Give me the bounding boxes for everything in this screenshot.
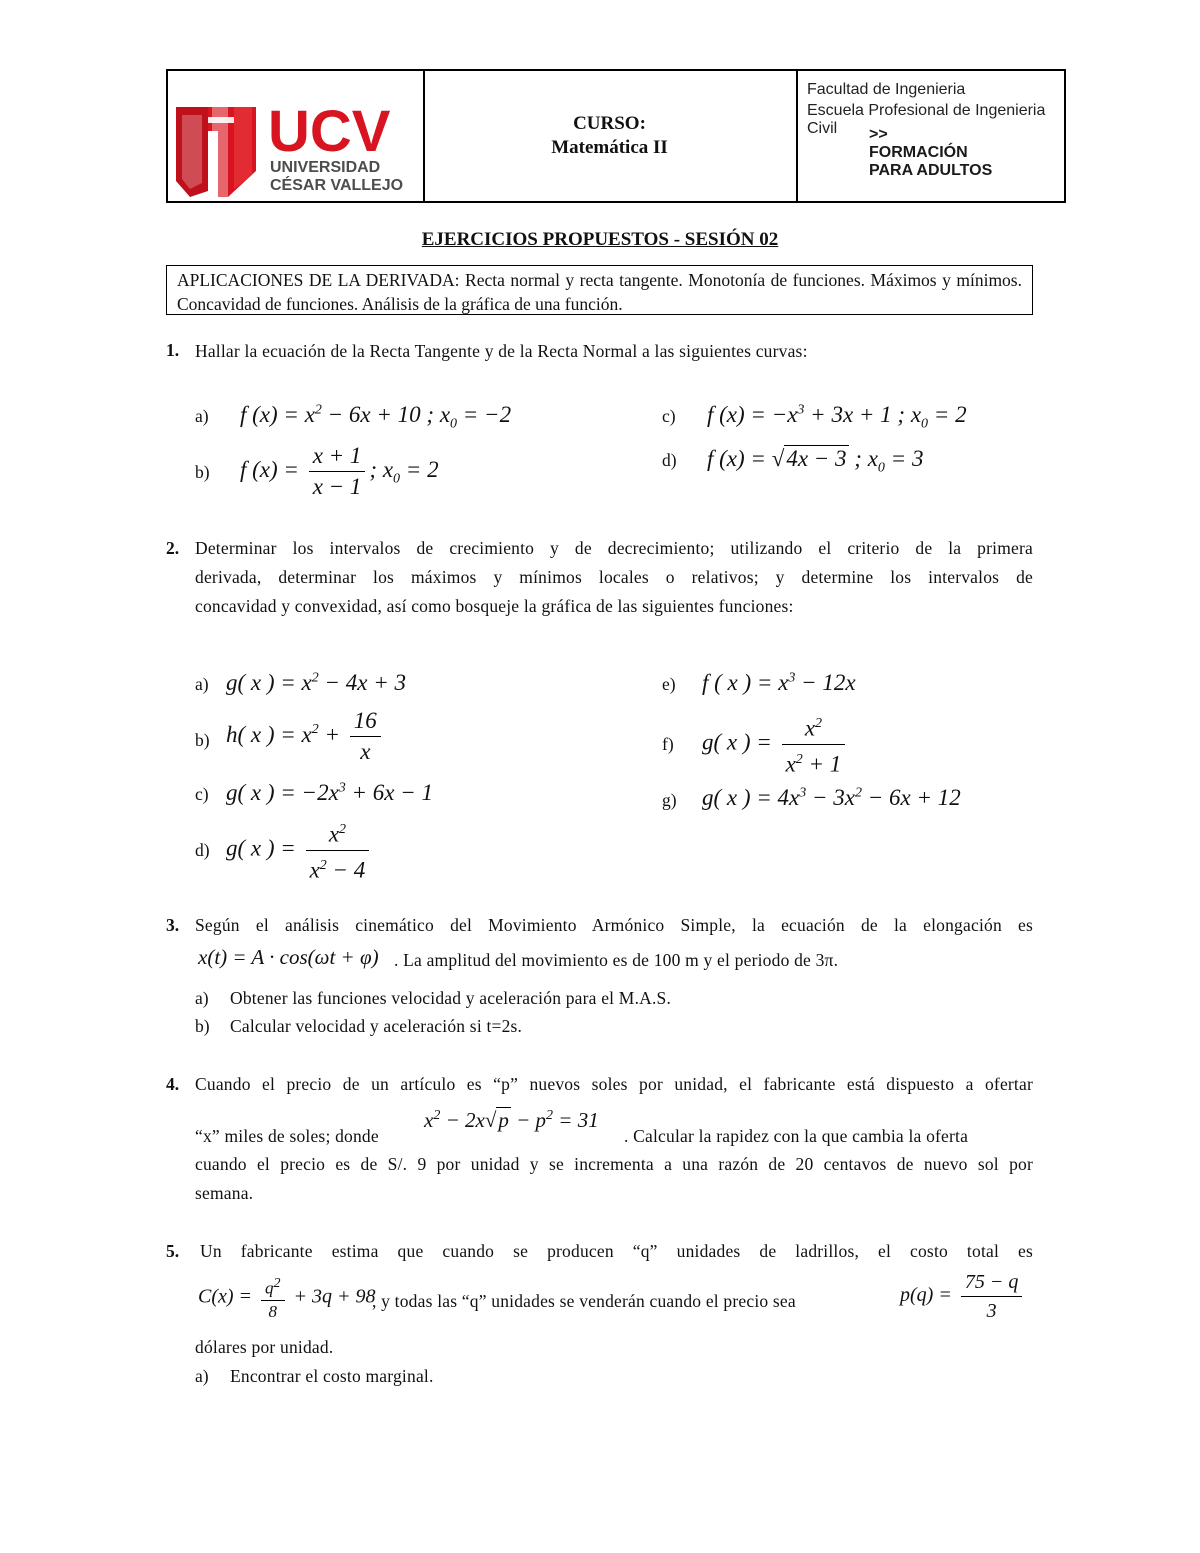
q2-line1: Determinar los intervalos de crecimiento y de decrecimiento; utilizando el criterio de la primera (195, 538, 1033, 558)
q2-number: 2. (166, 538, 180, 558)
q2-e-formula: f ( x ) = $x^3 - 12x$ (702, 670, 856, 695)
q2-a-label: a) (195, 674, 209, 694)
q2-a-formula: g( x ) = $x^2 - 4x + 3$ (226, 670, 407, 695)
program-line2: PARA ADULTOS (869, 162, 993, 179)
arrows-icon: >> (869, 126, 888, 143)
q5-a-label: a) (195, 1366, 209, 1386)
q2-c-label: c) (195, 784, 209, 804)
q1-d-label: d) (662, 450, 677, 470)
q5-a-text: Encontrar el costo marginal. (230, 1366, 434, 1386)
ucv-brand: UCV (268, 99, 391, 164)
ucv-emblem (176, 107, 256, 197)
q3-formula: x(t) = A · cos(ωt + φ) (198, 945, 379, 969)
q4-line1: Cuando el precio de un artículo es “p” nuevos soles por unidad, el fabricante está dispuesto a ofertar (195, 1074, 1033, 1094)
school-name: Escuela Profesional de Ingenieria Civil (807, 102, 1046, 137)
q4-line4: semana. (195, 1183, 254, 1203)
q5-number: 5. (166, 1241, 180, 1261)
q2-e-label: e) (662, 674, 676, 694)
logo-cell (168, 71, 425, 201)
q3-number: 3. (166, 915, 180, 935)
program-line1: FORMACIÓN (869, 144, 968, 161)
q3-line1: Según el análisis cinemático del Movimiento Armónico Simple, la ecuación de la elongación es (195, 915, 1033, 935)
ucv-line1: UNIVERSIDAD (270, 159, 381, 176)
q3-b-text: Calcular velocidad y aceleración si t=2s. (230, 1016, 523, 1036)
course-name: Matemática II (551, 137, 668, 158)
q5-cost-formula: C(x) = $\frac{q^2}{8}$ + 3q + 98 (198, 1276, 376, 1321)
q5-line2: , y todas las “q” unidades se venderán cuando el precio sea (372, 1291, 796, 1311)
topic-box: APLICACIONES DE LA DERIVADA: Recta normal y recta tangente. Monotonía de funciones. Máximos y mínimos. Concavidad de funciones. Análisis de la gráfica de una función. (166, 265, 1033, 315)
q4-number: 4. (166, 1074, 180, 1094)
q5-line3: dólares por unidad. (195, 1337, 334, 1357)
q2-g-label: g) (662, 790, 677, 810)
q3-b-label: b) (195, 1016, 210, 1036)
q4-line3: cuando el precio es de S/. 9 por unidad y se incrementa a una razón de 20 centavos de nuevo sol por (195, 1154, 1033, 1174)
q1-c-formula: f $(x) = -x^3 + 3x + 1$ ; $x_0 = 2$ (707, 402, 967, 432)
q4-formula: $x^2 - 2x√p - p^2 = 31$ (424, 1108, 599, 1132)
q2-b-label: b) (195, 730, 210, 750)
ucv-logo (168, 71, 418, 201)
q3-a-text: Obtener las funciones velocidad y aceleración para el M.A.S. (230, 988, 672, 1008)
q2-c-formula: g( x ) = $-2x^3 + 6x - 1$ (226, 780, 434, 805)
q3-line2: . La amplitud del movimiento es de 100 m y el periodo de 3π. (394, 950, 839, 970)
q1-c-label: c) (662, 406, 676, 426)
q2-b-formula: h( x ) = $x^2$ + $\frac{16}{x}$ (226, 706, 385, 767)
faculty-cell (796, 71, 1064, 201)
q1-b-formula: f (x) = $\frac{x + 1}{x - 1}$ ; $x_0 = 2$ (240, 441, 439, 502)
q2-f-label: f) (662, 734, 674, 754)
q1-text: Hallar la ecuación de la Recta Tangente y de la Recta Normal a las siguientes curvas: (195, 341, 808, 361)
q3-a-label: a) (195, 988, 209, 1008)
q1-number: 1. (166, 340, 180, 360)
faculty-name: Facultad de Ingenieria (807, 81, 966, 98)
q4-line2a: “x” miles de soles; donde (195, 1126, 379, 1146)
q2-line3: concavidad y convexidad, así como bosqueje la gráfica de las siguientes funciones: (195, 596, 794, 616)
course-label: CURSO: (573, 113, 646, 134)
q2-line2: derivada, determinar los máximos y mínimos locales o relativos; y determine los intervalos de (195, 567, 1033, 587)
q2-d-label: d) (195, 840, 210, 860)
q1-a-formula: f $(x) = x^2 - 6x + 10$ ; $x_0 = -2$ (240, 402, 512, 432)
course-cell (423, 71, 798, 201)
q1-d-formula: f (x) = √4x − 3 ; $x_0 = 3$ (707, 446, 924, 476)
q2-d-formula: g( x ) = $\frac{x^2}{x^2 - 4}$ (226, 815, 373, 885)
q4-line2b: . Calcular la rapidez con la que cambia la oferta (624, 1126, 969, 1146)
q1-a-label: a) (195, 406, 209, 426)
q5-price-formula: p(q) = $\frac{75 - q}{3}$ (900, 1268, 1026, 1325)
q5-line1: Un fabricante estima que cuando se producen “q” unidades de ladrillos, el costo total es (200, 1241, 1033, 1261)
q2-g-formula: g( x ) = $4x^3 - 3x^2 - 6x + 12$ (702, 785, 961, 810)
page-title: EJERCICIOS PROPUESTOS - SESIÓN 02 (421, 229, 779, 250)
ucv-line2: CÉSAR VALLEJO (270, 177, 404, 194)
header-table (166, 69, 1066, 203)
q1-b-label: b) (195, 462, 210, 482)
q2-f-formula: g( x ) = $\frac{x^2}{x^2 + 1}$ (702, 709, 849, 779)
